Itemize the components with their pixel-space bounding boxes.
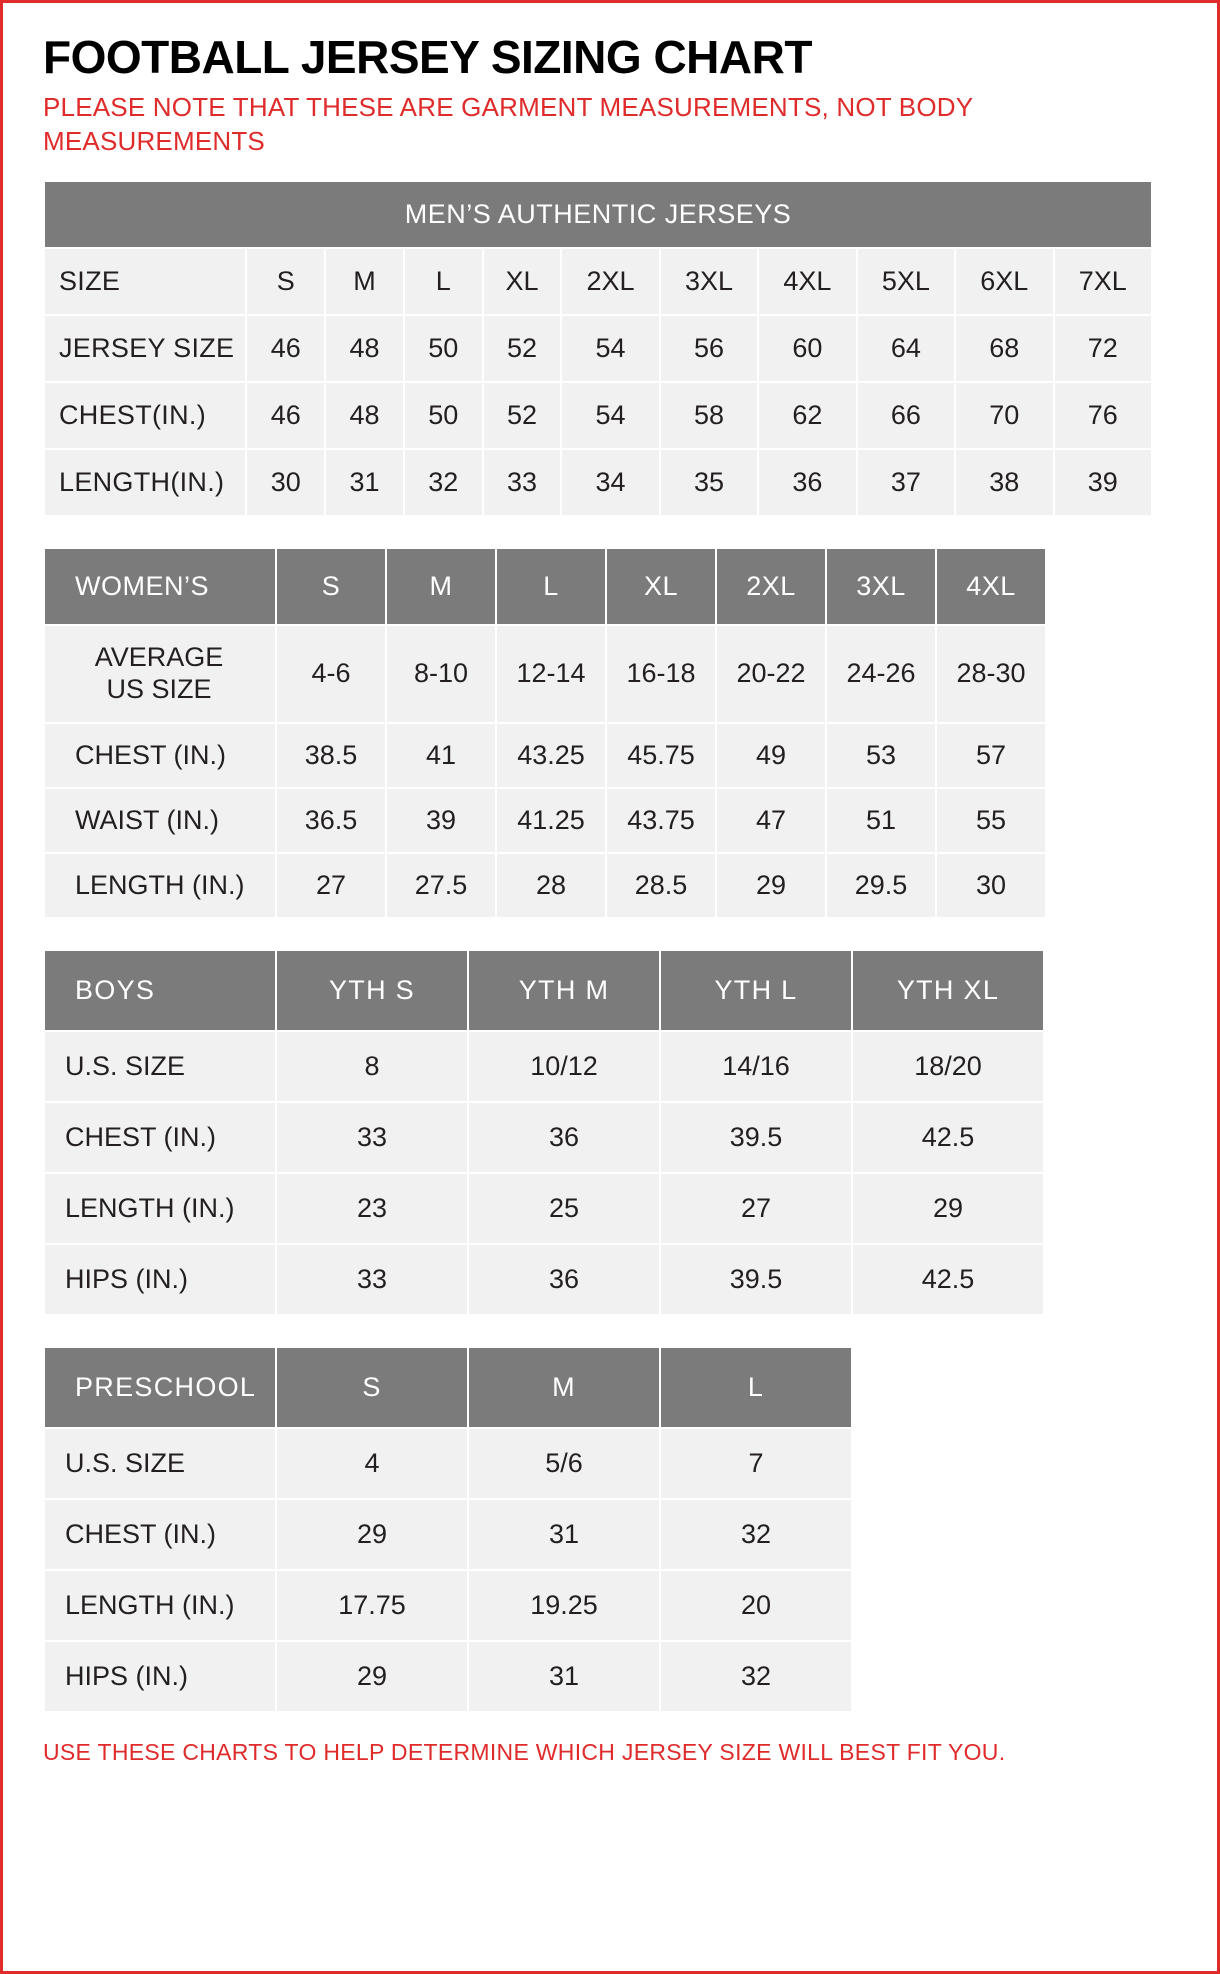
cell: 48 <box>325 315 404 382</box>
cell: 29 <box>716 853 826 918</box>
footer-note: USE THESE CHARTS TO HELP DETERMINE WHICH JERSEY SIZE WILL BEST FIT YOU. <box>43 1738 1006 1765</box>
table-row <box>44 248 1152 315</box>
cell: 5/6 <box>468 1428 660 1499</box>
row-label: LENGTH (IN.) <box>44 1173 276 1244</box>
cell: 7XL <box>1054 248 1152 315</box>
cell: 56 <box>660 315 758 382</box>
column-header: M <box>386 548 496 625</box>
cell: 3XL <box>660 248 758 315</box>
cell: 2XL <box>561 248 659 315</box>
cell: 33 <box>276 1244 468 1315</box>
cell: 68 <box>955 315 1053 382</box>
cell: 7 <box>660 1428 852 1499</box>
cell: 37 <box>857 449 955 516</box>
cell: 28 <box>496 853 606 918</box>
cell: 29 <box>276 1641 468 1712</box>
cell: 60 <box>758 315 856 382</box>
row-label: U.S. SIZE <box>44 1031 276 1102</box>
row-label: CHEST (IN.) <box>44 1102 276 1173</box>
preschool-header-row <box>44 1347 852 1428</box>
cell: 8 <box>276 1031 468 1102</box>
cell: 30 <box>246 449 325 516</box>
table-row <box>44 788 1046 853</box>
cell: 64 <box>857 315 955 382</box>
womens-sizing-table <box>43 547 1047 919</box>
cell: 29 <box>852 1173 1044 1244</box>
cell: 27 <box>660 1173 852 1244</box>
cell: 36 <box>468 1102 660 1173</box>
cell: 20-22 <box>716 625 826 723</box>
cell: 14/16 <box>660 1031 852 1102</box>
column-header: YTH XL <box>852 950 1044 1031</box>
cell: 10/12 <box>468 1031 660 1102</box>
table-row <box>44 1244 1044 1315</box>
cell: 27.5 <box>386 853 496 918</box>
cell: 51 <box>826 788 936 853</box>
cell: L <box>404 248 483 315</box>
table-row <box>44 625 1046 723</box>
boys-sizing-table <box>43 949 1045 1316</box>
row-label-line2: US SIZE <box>106 673 212 704</box>
cell: 39.5 <box>660 1102 852 1173</box>
cell: 72 <box>1054 315 1152 382</box>
cell: 6XL <box>955 248 1053 315</box>
mens-banner-row <box>44 181 1152 248</box>
cell: 28-30 <box>936 625 1046 723</box>
cell: 33 <box>276 1102 468 1173</box>
row-label: SIZE <box>44 248 246 315</box>
cell: 57 <box>936 723 1046 788</box>
column-header: L <box>496 548 606 625</box>
cell: 55 <box>936 788 1046 853</box>
table-row <box>44 1102 1044 1173</box>
cell: 48 <box>325 382 404 449</box>
column-header: S <box>276 1347 468 1428</box>
cell: 20 <box>660 1570 852 1641</box>
cell: 50 <box>404 315 483 382</box>
row-label: CHEST(IN.) <box>44 382 246 449</box>
cell: 4XL <box>758 248 856 315</box>
cell: 32 <box>660 1499 852 1570</box>
page-title: FOOTBALL JERSEY SIZING CHART <box>43 31 812 83</box>
cell: 18/20 <box>852 1031 1044 1102</box>
cell: 32 <box>660 1641 852 1712</box>
cell: 31 <box>468 1499 660 1570</box>
table-row <box>44 449 1152 516</box>
cell: 66 <box>857 382 955 449</box>
table-row <box>44 1173 1044 1244</box>
column-header: 4XL <box>936 548 1046 625</box>
column-header: XL <box>606 548 716 625</box>
cell: 70 <box>955 382 1053 449</box>
cell: 54 <box>561 315 659 382</box>
column-header: YTH S <box>276 950 468 1031</box>
cell: 31 <box>468 1641 660 1712</box>
column-header: L <box>660 1347 852 1428</box>
cell: 32 <box>404 449 483 516</box>
cell: 46 <box>246 382 325 449</box>
preschool-header-label: PRESCHOOL <box>44 1347 276 1428</box>
boys-header-label: BOYS <box>44 950 276 1031</box>
row-label <box>44 625 276 723</box>
cell: 25 <box>468 1173 660 1244</box>
womens-header-row <box>44 548 1046 625</box>
table-row <box>44 1428 852 1499</box>
cell: 4-6 <box>276 625 386 723</box>
column-header: YTH M <box>468 950 660 1031</box>
row-label: CHEST (IN.) <box>44 723 276 788</box>
cell: 24-26 <box>826 625 936 723</box>
row-label: CHEST (IN.) <box>44 1499 276 1570</box>
cell: 52 <box>483 315 562 382</box>
row-label: HIPS (IN.) <box>44 1244 276 1315</box>
cell: 54 <box>561 382 659 449</box>
cell: 23 <box>276 1173 468 1244</box>
row-label: LENGTH(IN.) <box>44 449 246 516</box>
cell: 31 <box>325 449 404 516</box>
cell: 39 <box>1054 449 1152 516</box>
mens-banner: MEN’S AUTHENTIC JERSEYS <box>44 181 1152 248</box>
table-row <box>44 382 1152 449</box>
boys-header-row <box>44 950 1044 1031</box>
cell: 58 <box>660 382 758 449</box>
cell: 36 <box>468 1244 660 1315</box>
cell: 38.5 <box>276 723 386 788</box>
cell: 41.25 <box>496 788 606 853</box>
mens-sizing-table <box>43 180 1153 517</box>
cell: 76 <box>1054 382 1152 449</box>
cell: 53 <box>826 723 936 788</box>
column-header: 2XL <box>716 548 826 625</box>
cell: 19.25 <box>468 1570 660 1641</box>
row-label-line1: AVERAGE <box>94 641 224 672</box>
row-label: HIPS (IN.) <box>44 1641 276 1712</box>
cell: 28.5 <box>606 853 716 918</box>
row-label: LENGTH (IN.) <box>44 1570 276 1641</box>
column-header: M <box>468 1347 660 1428</box>
row-label: JERSEY SIZE <box>44 315 246 382</box>
cell: 12-14 <box>496 625 606 723</box>
cell: 8-10 <box>386 625 496 723</box>
cell: 27 <box>276 853 386 918</box>
cell: 46 <box>246 315 325 382</box>
cell: 52 <box>483 382 562 449</box>
cell: 35 <box>660 449 758 516</box>
cell: 36 <box>758 449 856 516</box>
cell: 43.75 <box>606 788 716 853</box>
cell: 41 <box>386 723 496 788</box>
table-row <box>44 1641 852 1712</box>
cell: 39.5 <box>660 1244 852 1315</box>
column-header: S <box>276 548 386 625</box>
cell: S <box>246 248 325 315</box>
table-row <box>44 1570 852 1641</box>
cell: 42.5 <box>852 1102 1044 1173</box>
table-row <box>44 1031 1044 1102</box>
cell: 47 <box>716 788 826 853</box>
cell: 39 <box>386 788 496 853</box>
preschool-sizing-table <box>43 1346 853 1713</box>
cell: 29 <box>276 1499 468 1570</box>
row-label: WAIST (IN.) <box>44 788 276 853</box>
cell: 33 <box>483 449 562 516</box>
cell: M <box>325 248 404 315</box>
cell: 38 <box>955 449 1053 516</box>
table-row <box>44 1499 852 1570</box>
cell: 49 <box>716 723 826 788</box>
cell: 36.5 <box>276 788 386 853</box>
cell: XL <box>483 248 562 315</box>
column-header: YTH L <box>660 950 852 1031</box>
cell: 16-18 <box>606 625 716 723</box>
table-row <box>44 853 1046 918</box>
cell: 50 <box>404 382 483 449</box>
cell: 4 <box>276 1428 468 1499</box>
cell: 45.75 <box>606 723 716 788</box>
table-row <box>44 723 1046 788</box>
row-label: U.S. SIZE <box>44 1428 276 1499</box>
cell: 30 <box>936 853 1046 918</box>
column-header: 3XL <box>826 548 936 625</box>
row-label: LENGTH (IN.) <box>44 853 276 918</box>
cell: 29.5 <box>826 853 936 918</box>
womens-header-label: WOMEN’S <box>44 548 276 625</box>
cell: 17.75 <box>276 1570 468 1641</box>
cell: 62 <box>758 382 856 449</box>
cell: 34 <box>561 449 659 516</box>
cell: 5XL <box>857 248 955 315</box>
cell: 43.25 <box>496 723 606 788</box>
cell: 42.5 <box>852 1244 1044 1315</box>
table-row <box>44 315 1152 382</box>
page-subtitle: PLEASE NOTE THAT THESE ARE GARMENT MEASUREMENTS, NOT BODY MEASUREMENTS <box>43 92 973 156</box>
